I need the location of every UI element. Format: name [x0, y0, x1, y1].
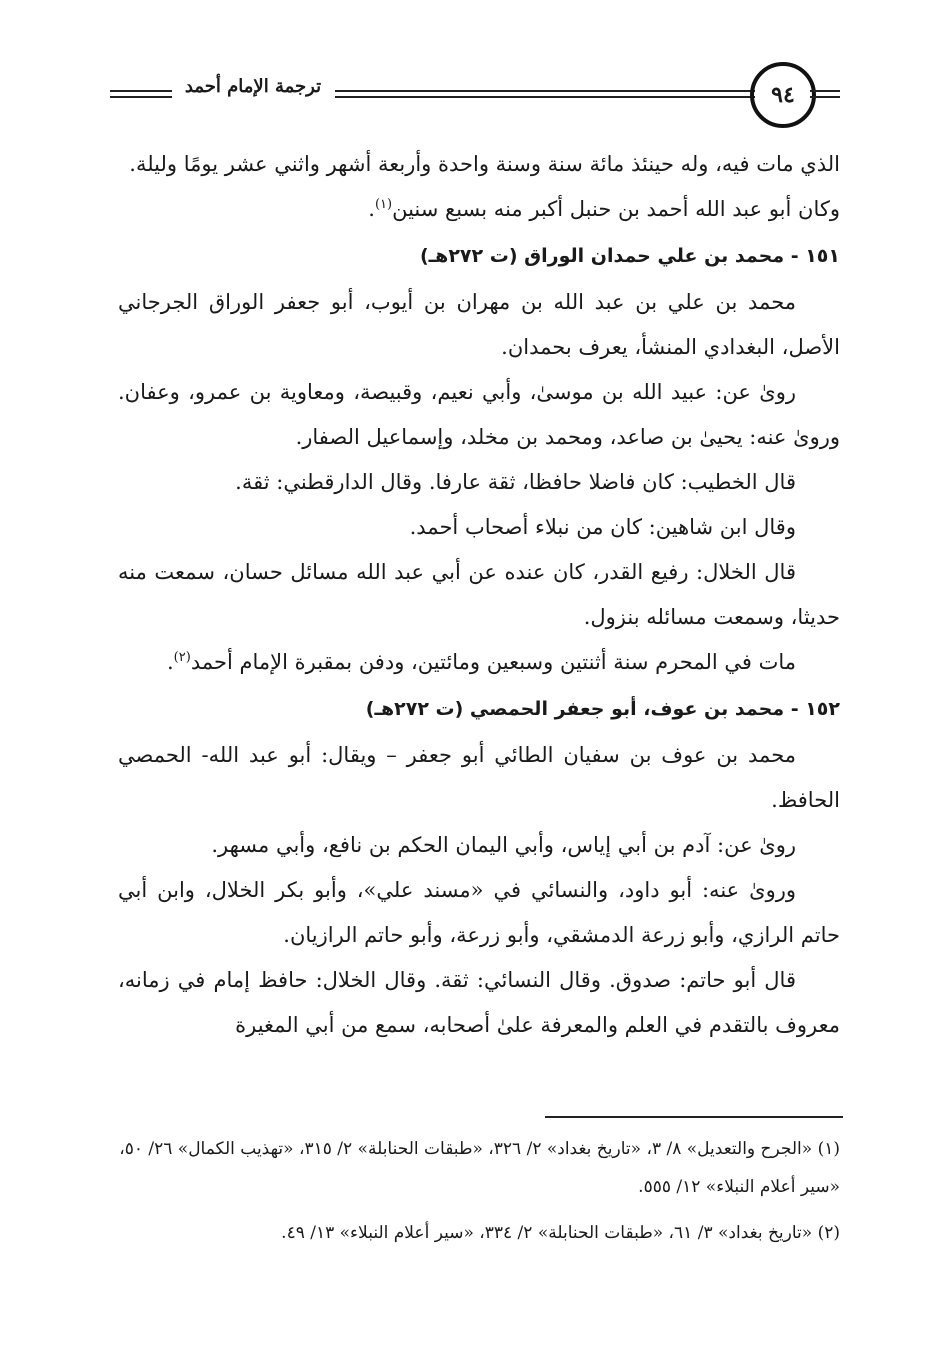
- footnote-separator: [545, 1116, 843, 1118]
- header-rule-middle: [335, 90, 755, 98]
- footnote-2: (٢) «تاريخ بغداد» ٣/ ٦١، «طبقات الحنابلة» ٢/ ٣٣٤، «سير أعلام النبلاء» ١٣/ ٤٩.: [281, 1223, 840, 1243]
- paragraph: محمد بن علي بن عبد الله بن مهران بن أيوب، أبو جعفر الوراق الجرجاني الأصل، البغدادي المنشأ، يعرف بحمدان.: [118, 290, 840, 359]
- paragraph: [118, 187, 840, 232]
- paragraph: قال أبو حاتم: صدوق. وقال النسائي: ثقة. وقال الخلال: حافظ إمام في زمانه، معروف بالتقدم في العلم والمعرفة علىٰ أصحابه، سمع من أبي المغيرة: [118, 968, 840, 1037]
- entry-heading-152: ١٥٢ - محمد بن عوف، أبو جعفر الحمصي (ت ٢٧٢هـ): [365, 698, 840, 720]
- header-rule-right: [810, 90, 840, 98]
- paragraph: روىٰ عن: عبيد الله بن موسىٰ، وأبي نعيم، وقبيصة، ومعاوية بن عمرو، وعفان. وروىٰ عنه: يحيىٰ بن صاعد، ومحمد بن مخلد، وإسماعيل الصفار.: [118, 380, 840, 449]
- paragraph: [118, 640, 840, 685]
- page-number: ٩٤: [771, 82, 795, 108]
- page-header: [110, 62, 840, 134]
- footnote-1: (١) «الجرح والتعديل» ٨/ ٣، «تاريخ بغداد» ٢/ ٣٢٦، «طبقات الحنابلة» ٢/ ٣١٥، «تهذيب الكمال» ٢٦/ ٥٠، «سير أعلام النبلاء» ١٢/ ٥٥٥.: [119, 1139, 840, 1197]
- paragraph-text: .: [368, 197, 375, 221]
- paragraph-text: .: [166, 650, 174, 674]
- entry-heading-151: ١٥١ - محمد بن علي حمدان الوراق (ت ٢٧٢هـ): [419, 245, 840, 267]
- paragraph: قال الخطيب: كان فاضلا حافظا، ثقة عارفا. وقال الدارقطني: ثقة.: [235, 470, 796, 494]
- footnote-ref: (٢): [173, 650, 191, 665]
- header-rule-left: [110, 90, 172, 98]
- paragraph: وروىٰ عنه: أبو داود، والنسائي في «مسند علي»، وأبو بكر الخلال، وابن أبي حاتم الرازي، وأبو زرعة الدمشقي، وأبو زرعة، وأبو حاتم الرازيان.: [118, 878, 840, 947]
- paragraph: روىٰ عن: آدم بن أبي إياس، وأبي اليمان الحكم بن نافع، وأبي مسهر.: [211, 833, 796, 857]
- paragraph: قال الخلال: رفيع القدر، كان عنده عن أبي عبد الله مسائل حسان، سمعت منه حديثا، وسمعت مسائله بنزول.: [118, 560, 840, 629]
- paragraph: وقال ابن شاهين: كان من نبلاء أصحاب أحمد.: [409, 515, 796, 539]
- paragraph: الذي مات فيه، وله حينئذ مائة سنة وسنة واحدة وأربعة أشهر واثني عشر يومًا وليلة.: [129, 152, 840, 176]
- paragraph-text: وكان أبو عبد الله أحمد بن حنبل أكبر منه بسبع سنين: [392, 197, 840, 221]
- running-title: ترجمة الإمام أحمد: [184, 76, 322, 97]
- footnote-ref: (١): [374, 197, 393, 212]
- page-number-badge: [750, 62, 816, 128]
- footnotes: [118, 1130, 840, 1260]
- paragraph-text: مات في المحرم سنة أثنتين وسبعين ومائتين، ودفن بمقبرة الإمام أحمد: [190, 650, 796, 674]
- paragraph: محمد بن عوف بن سفيان الطائي أبو جعفر – ويقال: أبو عبد الله- الحمصي الحافظ.: [118, 743, 840, 812]
- main-text: [118, 142, 840, 1048]
